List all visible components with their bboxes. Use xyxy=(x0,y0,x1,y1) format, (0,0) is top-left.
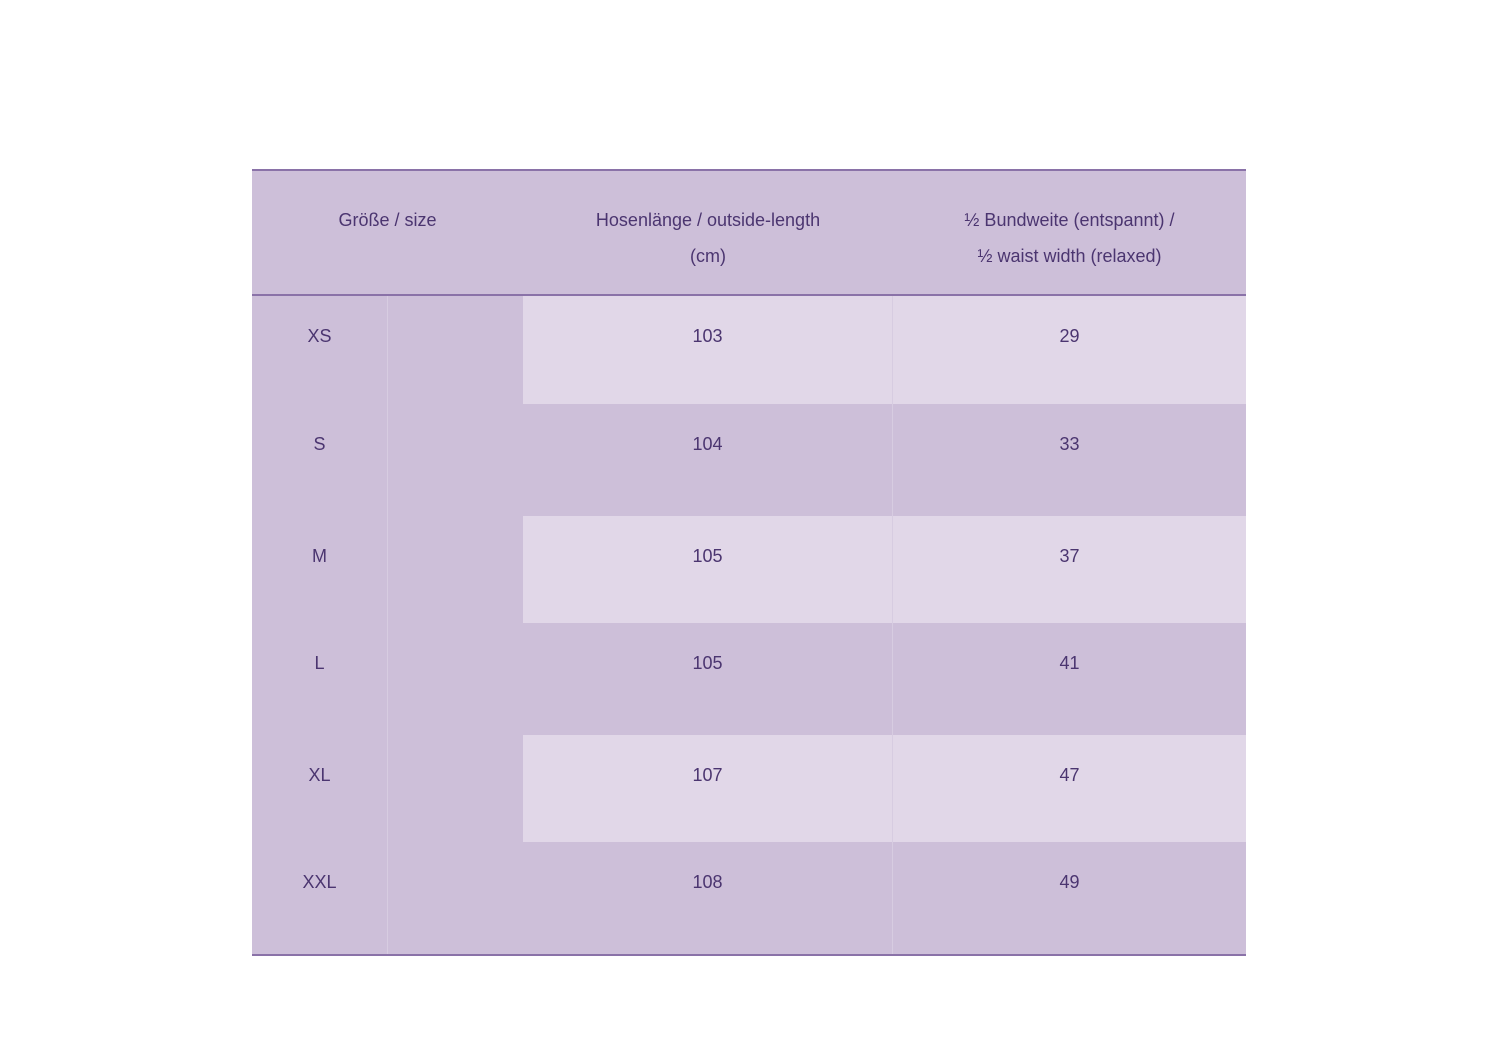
size-chart-table xyxy=(252,169,1246,956)
table-row xyxy=(252,735,1246,842)
size-spacer-cell xyxy=(388,623,523,735)
size-cell: S xyxy=(252,404,388,516)
size-cell: XXL xyxy=(252,842,388,954)
size-cell: M xyxy=(252,516,388,623)
size-spacer-cell xyxy=(388,404,523,516)
size-spacer-cell xyxy=(388,735,523,842)
header-waist-line1: ½ Bundweite (entspannt) / xyxy=(964,210,1175,230)
size-spacer-cell xyxy=(388,516,523,623)
length-cell: 103 xyxy=(523,296,893,404)
table-row xyxy=(252,516,1246,623)
size-spacer-cell xyxy=(388,296,523,404)
waist-cell: 33 xyxy=(893,404,1246,516)
length-cell: 108 xyxy=(523,842,893,954)
header-length-line1: Hosenlänge / outside-length xyxy=(595,210,821,230)
header-waist xyxy=(893,171,1246,294)
length-cell: 104 xyxy=(523,404,893,516)
table-row xyxy=(252,623,1246,735)
header-size xyxy=(252,171,523,294)
size-cell: XS xyxy=(252,296,388,404)
header-length-line2: (cm) xyxy=(690,246,726,266)
length-cell: 105 xyxy=(523,516,893,623)
table-row xyxy=(252,296,1246,404)
waist-cell: 41 xyxy=(893,623,1246,735)
table-row xyxy=(252,842,1246,954)
waist-cell: 47 xyxy=(893,735,1246,842)
header-size-label: Größe / size xyxy=(338,210,437,230)
size-cell: L xyxy=(252,623,388,735)
size-cell: XL xyxy=(252,735,388,842)
table-header-row xyxy=(252,171,1246,296)
length-cell: 107 xyxy=(523,735,893,842)
size-spacer-cell xyxy=(388,842,523,954)
waist-cell: 29 xyxy=(893,296,1246,404)
waist-cell: 37 xyxy=(893,516,1246,623)
waist-cell: 49 xyxy=(893,842,1246,954)
header-length xyxy=(523,171,893,294)
length-cell: 105 xyxy=(523,623,893,735)
table-row xyxy=(252,404,1246,516)
header-waist-line2: ½ waist width (relaxed) xyxy=(977,246,1162,266)
